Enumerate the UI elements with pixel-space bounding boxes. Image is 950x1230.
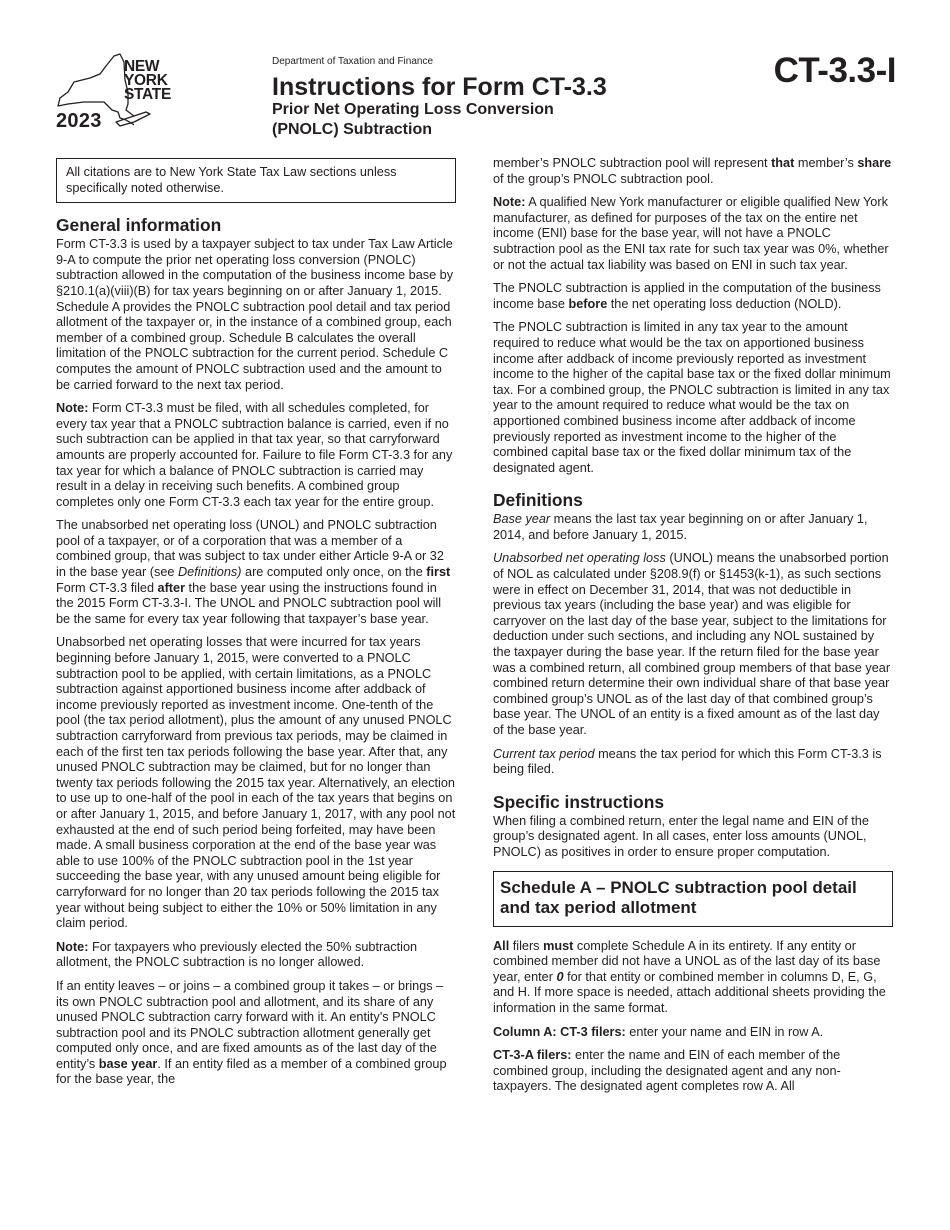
nold-paragraph: The PNOLC subtraction is applied in the computation of the business income base before the net operating loss deduction (NOLD). <box>493 281 881 311</box>
definition-current-tax-period: Current tax period means the tax period for which this Form CT-3.3 is being filed. <box>493 746 882 777</box>
definition-base-year: Base year means the last tax year beginning on or after January 1, 2014, and before January 1, 2015. <box>493 512 868 542</box>
logo-state-name: NEW YORK STATE <box>124 58 172 103</box>
schedule-a-paragraph: All filers must complete Schedule A in its entirety. If any entity or combined member did not have a UNOL as of the last day of its base year, enter 0 for that entity or combined member in columns D, E, G, and H. If more space is needed, attach additional sheets providing the information in the same format. <box>493 938 886 1015</box>
unol-paragraph: The unabsorbed net operating loss (UNOL) and PNOLC subtraction pool of a taxpayer, or of a corporation that was a member of a combined group, that was subject to tax under either Article 9-A or 32 in the base year (see Definitions) are computed only once, on the first Form CT-3.3 filed after the base year using the instructions found in the 2015 Form CT-3.3-I. The UNOL and PNOLC subtraction pool will be the same for every tax year following that taxpayer’s base year. <box>56 518 451 626</box>
specific-instructions-heading: Specific instructions <box>493 791 665 812</box>
page-title: Instructions for Form CT-3.3 <box>272 73 607 101</box>
left-column <box>56 156 456 1096</box>
right-column <box>493 156 893 1103</box>
note-paragraph: Note: Form CT-3.3 must be filed, with all schedules completed, for every tax year that a PNOLC subtraction balance is carried, even if no such subtraction can be applied in that tax year, so that carryforward amounts are properly accounted for. Failure to file Form CT-3.3 for any tax year for which a balance of PNOLC subtraction is carried may result in a delay in receiving such benefits. A combined group completes only one Form CT-3.3 each tax year for the entire group. <box>56 401 453 509</box>
manufacturer-note-paragraph: Note: A qualified New York manufacturer or eligible qualified New York manufacturer, as defined for purposes of the tax on the entire net income (ENI) base for the base year, will not have a PNOLC subtraction pool as the ENI tax rate for such tax year was 0%, whether or not the actual tax liability was based on ENI in such tax year. <box>493 195 889 272</box>
logo-year: 2023 <box>56 110 102 132</box>
form-number: CT-3.3-I <box>773 51 896 90</box>
specific-instructions-paragraph: When filing a combined return, enter the legal name and EIN of the group’s designated agent. In all cases, enter loss amounts (UNOL, PNOLC) as positives in order to ensure proper computation. <box>493 813 869 859</box>
limitation-paragraph: The PNOLC subtraction is limited in any tax year to the amount required to reduce what would be the tax on apportioned business income after addback of income previously reported as investment income to the higher of the capital base tax or the fixed dollar minimum tax. For a combined group, the PNOLC subtraction is limited in any tax year to the amount required to reduce what would be the tax on apportioned combined business income after addback of income previously reported as investment income to the higher of the combined capital base tax or the fixed dollar minimum tax of the designated agent. <box>493 320 891 475</box>
schedule-a-heading: Schedule A – PNOLC subtraction pool detail and tax period allotment <box>493 871 893 927</box>
general-paragraph: Form CT-3.3 is used by a taxpayer subject to tax under Tax Law Article 9-A to compute the prior net operating loss conversion (PNOLC) subtraction allowed in the computation of the business income base by §210.1(a)(viii)(B) for tax years beginning on or after January 1, 2015. Schedule A provides the PNOLC subtraction pool detail and tax period allotment of the taxpayer or, in the instance of a combined group, each member of a combined group. Schedule B calculates the overall limitation of the PNOLC subtraction for the current period. Schedule C computes the amount of PNOLC subtraction used and the amount to be carried forward to the next tax period. <box>56 237 454 392</box>
department-name: Department of Taxation and Finance <box>272 56 434 67</box>
general-information-heading: General information <box>56 215 222 236</box>
citation-box: All citations are to New York State Tax Law sections unless specifically noted otherwise. <box>56 158 456 203</box>
ct3a-filers-paragraph: CT-3-A filers: enter the name and EIN of each member of the combined group, including the designated agent and any non-taxpayers. The designated agent completes row A. All <box>493 1048 841 1094</box>
nys-logo <box>54 52 184 134</box>
pool-paragraph: Unabsorbed net operating losses that were incurred for tax years beginning before January 1, 2015, were converted to a PNOLC subtraction pool to be applied, with certain limitations, as a PNOLC subtraction against apportioned business income after addback of income previously reported as investment income. One-tenth of the pool (the tax period allotment), plus the amount of any unused PNOLC subtraction carryforward from previous tax periods, may be claimed in each of the first ten tax periods following the base year. After that, any unused PNOLC subtraction may be claimed, but for no longer than twenty tax periods following the 2015 tax year. Alternatively, an election to use up to one-half of the pool in each of the tax years that begins on or after January 1, 2015, and before January 1, 2017, with any pool not exhausted at the end of such period being forfeited, may have been made. A small business corporation at the end of the base year was able to use 100% of the PNOLC subtraction pool in the 1st year succeeding the base year, with any unused amount being eligible for carryforward for no longer than 20 tax periods following the 2015 tax year without being subject to either the 10% or 50% limitation in any claim period. <box>56 635 456 931</box>
combined-group-paragraph: If an entity leaves – or joins – a combined group it takes – or brings – its own PNOLC subtraction pool and allotment, and its share of any unused PNOLC subtraction carry forward with it. An entity’s PNOLC subtraction pool and its PNOLC subtraction allotment generally get computed only once, and are fixed amounts as of the last day of the entity’s base year. If an entity filed as a member of a combined group for the base year, the <box>56 978 447 1087</box>
note-50-percent-paragraph: Note: For taxpayers who previously elected the 50% subtraction allotment, the PNOLC subtraction is no longer allowed. <box>56 939 418 970</box>
definitions-heading: Definitions <box>493 490 583 511</box>
member-share-paragraph: member’s PNOLC subtraction pool will represent that member’s share of the group’s PNOLC subtraction pool. <box>493 156 892 186</box>
page-subtitle: Prior Net Operating Loss Conversion (PNOLC) Subtraction <box>272 101 554 138</box>
definition-unol: Unabsorbed net operating loss (UNOL) means the unabsorbed portion of NOL as calculated under §208.9(f) or §1453(k-1), as such sections were in effect on December 31, 2014, that was not deductible in previous tax years (including the base year) and was eligible for carryover on the last day of the base year, subject to the limitations for deduction under such sections, and including any NOL sustained by the taxpayer during the base year. If the return filed for the base year was a combined return, all combined group members of that base year combined return determine their own individual share of that base year combined group’s UNOL as of the last day of that combined group’s base year. The UNOL of an entity is a fixed amount as of the last day of the base year. <box>493 551 891 737</box>
column-a-paragraph: Column A: CT-3 filers: enter your name and EIN in row A. <box>493 1024 824 1039</box>
